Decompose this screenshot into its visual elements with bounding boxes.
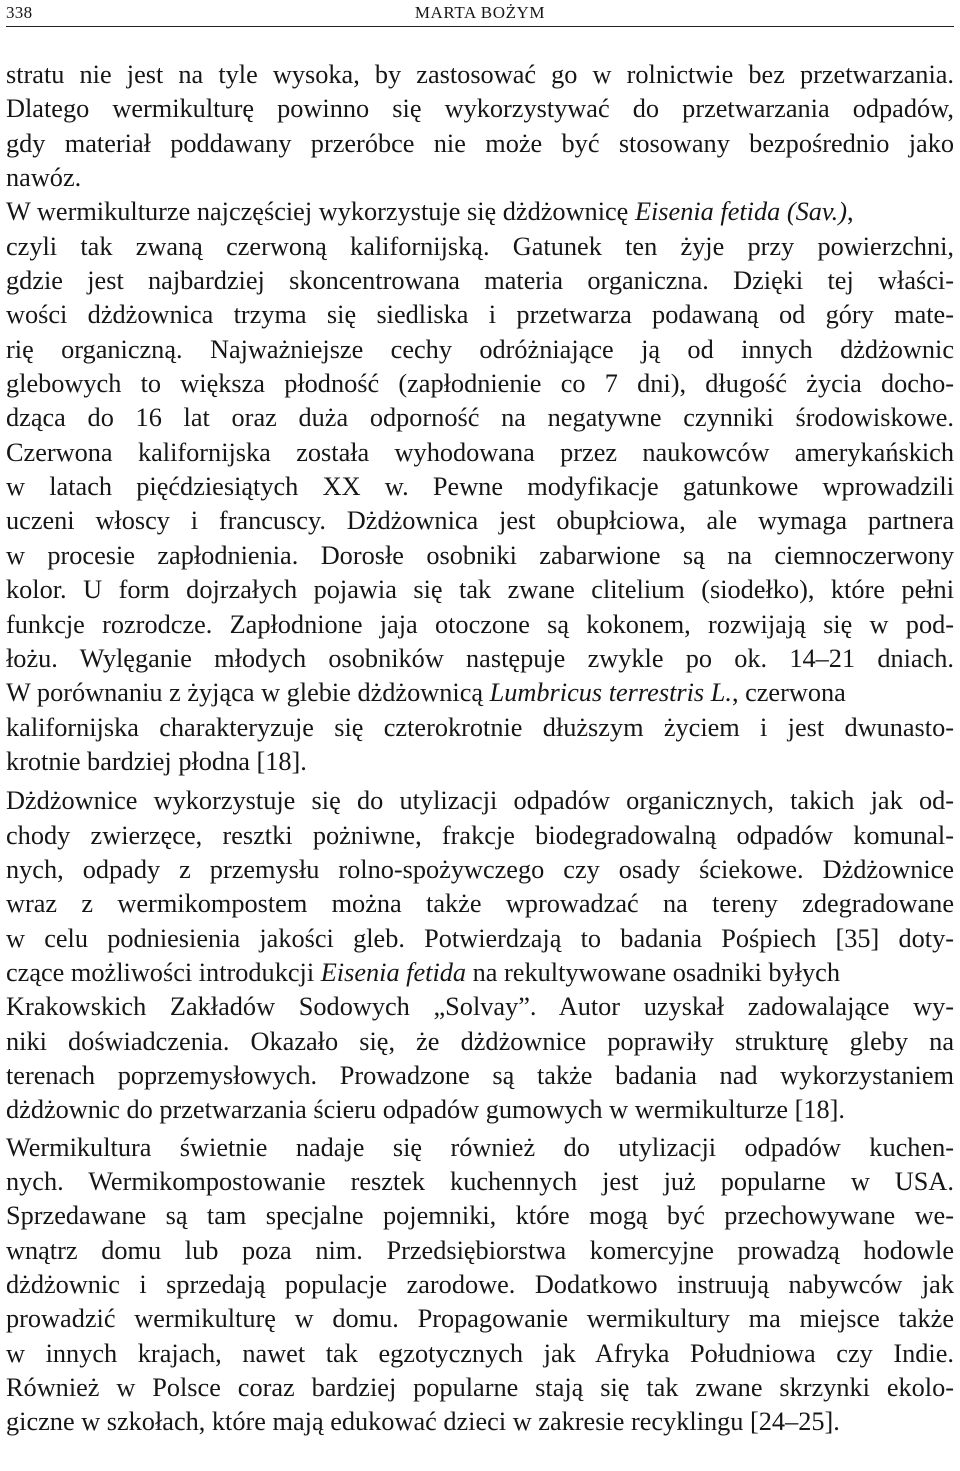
text-line: prowadzić wermikulturę w domu. Propagowanie wermikultury ma miejsce także: [6, 1304, 954, 1334]
text-line: [6, 195, 954, 229]
text-line: krotnie bardziej płodna [18].: [6, 746, 307, 776]
text-line: uczeni włoscy i francuscy. Dżdżownica jest obupłciowa, ale wymaga partnera: [6, 506, 954, 536]
page-number: 338: [6, 3, 33, 22]
page-header: [6, 0, 954, 27]
paragraph-2: [6, 195, 954, 779]
running-head: MARTA BOŻYM: [414, 3, 546, 22]
text-line: rię organiczną. Najważniejsze cechy odróżniające ją od innych dżdżownic: [6, 334, 954, 364]
text-line: gdy materiał poddawany przeróbce nie może być stosowany bezpośrednio jako: [6, 128, 954, 158]
text-line: wraz z wermikompostem można także wprowadzać na tereny zdegradowane: [6, 889, 954, 919]
text-line: nych, odpady z przemysłu rolno-spożywczego czy osady ściekowe. Dżdżownice: [6, 854, 954, 884]
text-line: giczne w szkołach, które mają edukować dzieci w zakresie recyklingu [24–25].: [6, 1407, 840, 1437]
paragraph-3: [6, 784, 954, 1127]
species-name: Lumbricus terrestris L.: [489, 678, 732, 708]
text-run: , czerwona: [731, 678, 846, 708]
text-run: na rekultywowane osadniki byłych: [466, 957, 840, 987]
text-line: w latach pięćdziesiątych XX w. Pewne modyfikacje gatunkowe wprowadzili: [6, 472, 954, 502]
text-line: czyli tak zwaną czerwoną kalifornijską. Gatunek ten żyje przy powierzchni,: [6, 231, 954, 261]
species-name: Eisenia fetida (Sav.): [634, 197, 847, 227]
text-line: niki doświadczenia. Okazało się, że dżdżownice poprawiły strukturę gleby na: [6, 1026, 954, 1056]
text-line: Wermikultura świetnie nadaje się również do utylizacji odpadów kuchen-: [6, 1132, 954, 1162]
text-line: Sprzedawane są tam specjalne pojemniki, które mogą być przechowywane we-: [6, 1201, 954, 1231]
text-line: nawóz.: [6, 163, 82, 193]
text-line: Krakowskich Zakładów Sodowych „Solvay”. Autor uzyskał zadowalające wy-: [6, 992, 954, 1022]
text-line: w procesie zapłodnienia. Dorosłe osobniki zabarwione są na ciemnoczerwony: [6, 540, 954, 570]
species-name: Eisenia fetida: [320, 957, 467, 987]
text-line: w celu podniesienia jakości gleb. Potwierdzają to badania Pośpiech [35] doty-: [6, 923, 954, 953]
text-line: wnątrz domu lub poza nim. Przedsiębiorstwa komercyjne prowadzą hodowle: [6, 1235, 954, 1265]
paragraph-1: [6, 58, 954, 195]
paragraph-4: [6, 1131, 954, 1440]
text-line: terenach poprzemysłowych. Prowadzone są także badania nad wykorzystaniem: [6, 1060, 954, 1090]
text-line: Czerwona kalifornijska została wyhodowana przez naukowców amerykańskich: [6, 437, 954, 467]
text-run: W wermikulturze najczęściej wykorzystuje się dżdżownicę: [6, 197, 635, 227]
text-run: W porównaniu z żyjąca w glebie dżdżownicą: [6, 678, 490, 708]
text-line: nych. Wermikompostowanie resztek kuchennych jest już popularne w USA.: [6, 1167, 954, 1196]
text-line: dząca do 16 lat oraz duża odporność na negatywne czynniki środowiskowe.: [6, 403, 954, 433]
text-line: w innych krajach, nawet tak egzotycznych jak Afryka Południowa czy Indie.: [6, 1338, 954, 1368]
text-line: gdzie jest najbardziej skoncentrowana materia organiczna. Dzięki tej właści-: [6, 266, 954, 296]
text-run: czące możliwości introdukcji: [6, 957, 321, 987]
text-line: Również w Polsce coraz bardziej popularne stają się tak zwane skrzynki ekolo-: [6, 1373, 954, 1403]
text-line: dżdżownic i sprzedają populacje zarodowe. Dodatkowo instruują nabywców jak: [6, 1270, 954, 1300]
text-line: Dlatego wermikulturę powinno się wykorzystywać do przetwarzania odpadów,: [6, 94, 954, 124]
text-line: glebowych to większa płodność (zapłodnienie co 7 dni), długość życia docho-: [6, 369, 954, 399]
article-body: [6, 58, 954, 1440]
text-line: [6, 956, 954, 990]
text-line: dżdżownic do przetwarzania ścieru odpadów gumowych w wermikulturze [18].: [6, 1095, 846, 1125]
text-line: [6, 676, 954, 710]
text-line: Dżdżownice wykorzystuje się do utylizacji odpadów organicznych, takich jak od-: [6, 786, 954, 816]
text-line: łożu. Wylęganie młodych osobników następuje zwykle po ok. 14–21 dniach.: [6, 643, 954, 673]
text-line: chody zwierzęce, resztki pożniwne, frakcje biodegradowalną odpadów komunal-: [6, 820, 954, 850]
text-line: funkcje rozrodcze. Zapłodnione jaja otoczone są kokonem, rozwijają się w pod-: [6, 609, 954, 639]
text-line: wości dżdżownica trzyma się siedliska i przetwarza podawaną od góry mate-: [6, 300, 954, 330]
text-line: stratu nie jest na tyle wysoka, by zastosować go w rolnictwie bez przetwarzania.: [6, 60, 954, 89]
text-line: kolor. U form dojrzałych pojawia się tak zwane clitelium (siodełko), które pełni: [6, 575, 954, 605]
text-line: kalifornijska charakteryzuje się czterokrotnie dłuższym życiem i jest dwunasto-: [6, 712, 954, 742]
text-run: ,: [846, 197, 854, 227]
